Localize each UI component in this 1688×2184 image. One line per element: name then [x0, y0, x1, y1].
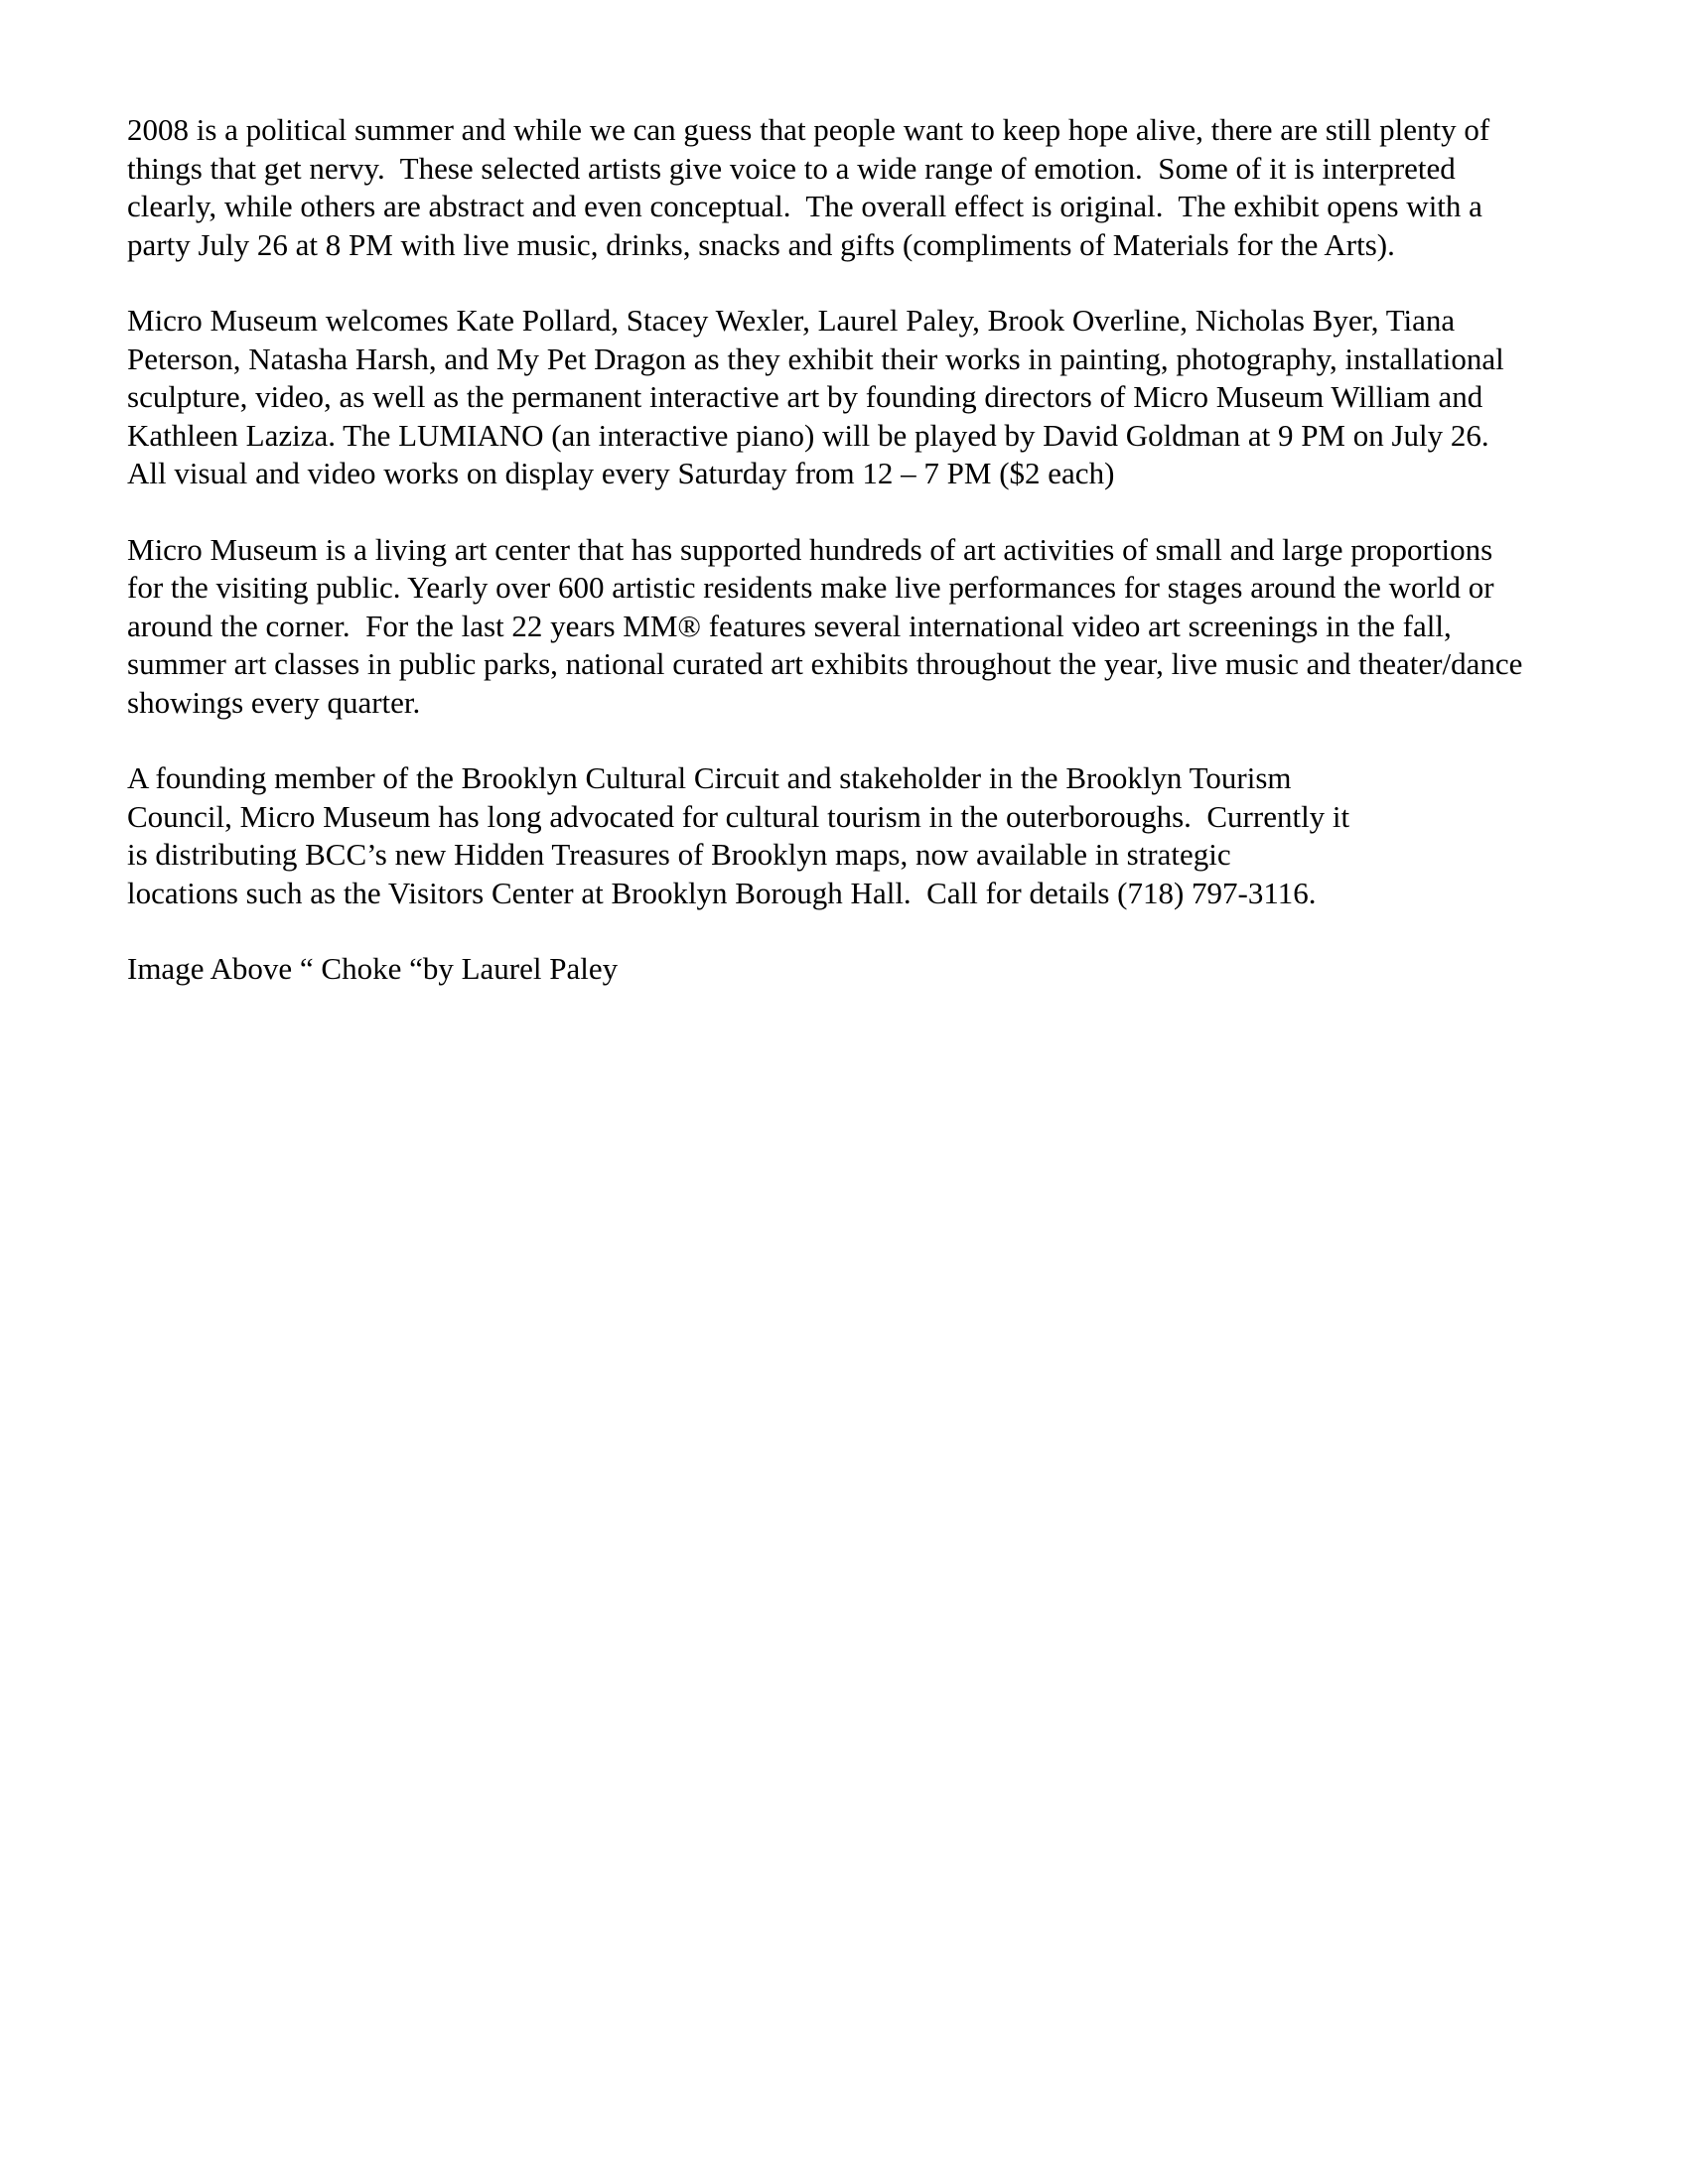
- paragraph-brooklyn-circuit: [127, 759, 1636, 912]
- paragraph-artists: [127, 302, 1636, 493]
- text-line: A founding member of the Brooklyn Cultural Circuit and stakeholder in the Brooklyn Tourism: [127, 760, 1292, 795]
- paragraph-exhibit-intro: [127, 111, 1636, 264]
- text-line: party July 26 at 8 PM with live music, drinks, snacks and gifts (compliments of Materials for the Arts).: [127, 226, 1395, 262]
- text-line: things that get nervy. These selected artists give voice to a wide range of emotion. Some of it is interpreted: [127, 150, 1456, 186]
- text-line: Micro Museum welcomes Kate Pollard, Stacey Wexler, Laurel Paley, Brook Overline, Nicholas Byer, Tiana: [127, 303, 1456, 338]
- text-line: sculpture, video, as well as the permanent interactive art by founding directors of Micro Museum William and: [127, 379, 1483, 414]
- paragraph-about-museum: [127, 531, 1636, 723]
- text-line: is distributing BCC’s new Hidden Treasures of Brooklyn maps, now available in strategic: [127, 837, 1231, 872]
- text-line: Micro Museum is a living art center that has supported hundreds of art activities of small and large proportions: [127, 531, 1493, 567]
- text-line: around the corner. For the last 22 years MM® features several international video art screenings in the fall,: [127, 608, 1452, 643]
- text-line: showings every quarter.: [127, 684, 421, 720]
- text-line: 2008 is a political summer and while we can guess that people want to keep hope alive, there are still plenty of: [127, 112, 1490, 147]
- text-line: Kathleen Laziza. The LUMIANO (an interactive piano) will be played by David Goldman at 9 PM on July 26.: [127, 417, 1489, 453]
- text-line: Peterson, Natasha Harsh, and My Pet Dragon as they exhibit their works in painting, photography, installational: [127, 341, 1504, 376]
- document-body: [127, 111, 1636, 1026]
- text-line: summer art classes in public parks, national curated art exhibits throughout the year, live music and theater/dance: [127, 646, 1523, 681]
- text-line: for the visiting public. Yearly over 600 artistic residents make live performances for stages around the world or: [127, 570, 1494, 605]
- text-line: All visual and video works on display every Saturday from 12 – 7 PM ($2 each): [127, 456, 1115, 490]
- text-line: Council, Micro Museum has long advocated for cultural tourism in the outerboroughs. Currently it: [127, 798, 1350, 834]
- text-line: locations such as the Visitors Center at Brooklyn Borough Hall. Call for details (718) 797-3116.: [127, 875, 1317, 910]
- text-line: clearly, while others are abstract and even conceptual. The overall effect is original. The exhibit opens with a: [127, 189, 1482, 223]
- paragraph-image-caption: [127, 950, 1636, 989]
- image-caption: Image Above “ Choke “by Laurel Paley: [127, 951, 619, 986]
